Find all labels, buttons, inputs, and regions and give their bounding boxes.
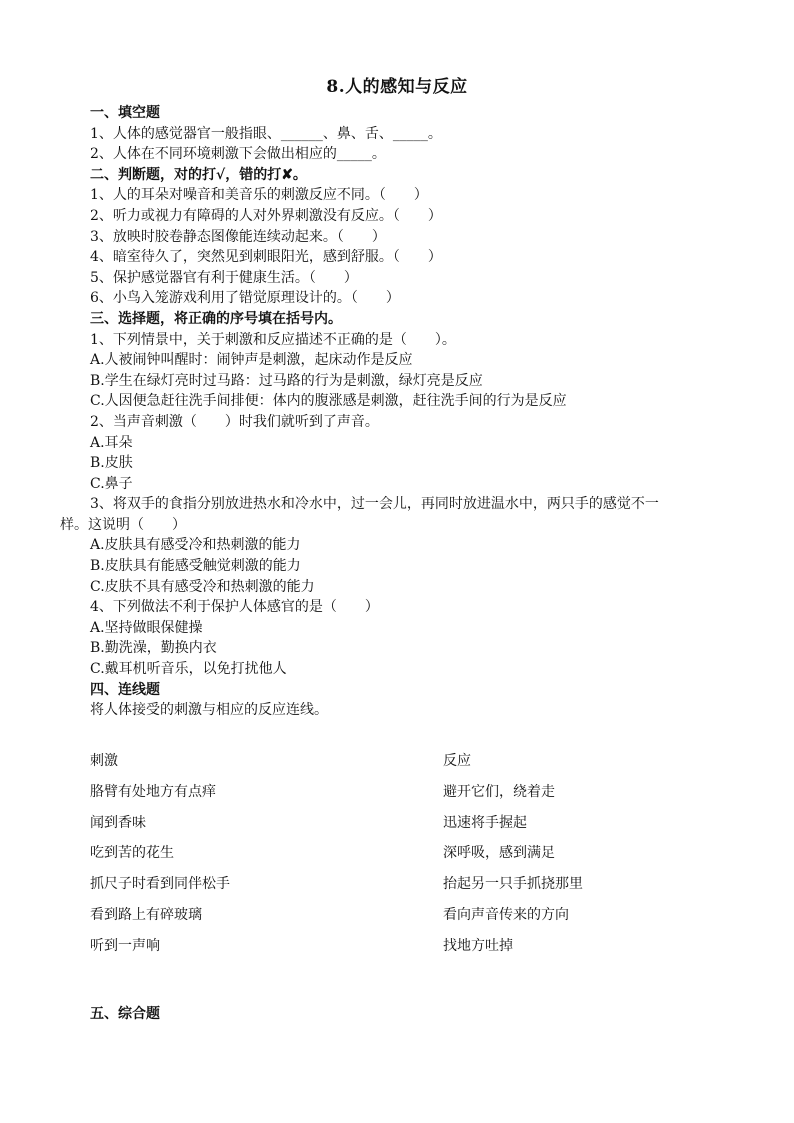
- fill-question-1: 1、人体的感觉器官一般指眼、______、鼻、舌、_____。: [90, 125, 442, 142]
- choice-q1-option-a: A.人被闹钟叫醒时：闹钟声是刺激，起床动作是反应: [90, 352, 413, 369]
- judge-question-6: 6、小鸟入笼游戏利用了错觉原理设计的。（ ）: [90, 290, 400, 307]
- choice-question-3-line2: 样。这说明（ ）: [60, 516, 186, 533]
- stimulus-item: 胳臂有处地方有点痒: [90, 783, 216, 800]
- matching-row: [90, 935, 730, 966]
- choice-q1-option-c: C.人因便急赶往洗手间排便：体内的腹涨感是刺激，赶往洗手间的行为是反应: [90, 393, 567, 410]
- section1-heading: 一、填空题: [90, 105, 160, 121]
- section5-heading: 五、综合题: [90, 1006, 160, 1022]
- choice-q2-option-a: A.耳朵: [90, 434, 133, 451]
- choice-question-3-line1: 3、将双手的食指分别放进热水和冷水中，过一会儿，再同时放进温水中，两只手的感觉不一: [90, 496, 659, 513]
- stimulus-item: 看到路上有碎玻璃: [90, 906, 202, 923]
- stimulus-item: 吃到苦的花生: [90, 845, 174, 862]
- worksheet-body: [60, 103, 740, 721]
- section4-heading: 四、连线题: [90, 681, 160, 698]
- judge-question-5: 5、保护感觉器官有利于健康生活。（ ）: [90, 269, 358, 286]
- choice-question-1: 1、下列情景中，关于刺激和反应描述不正确的是（ ）。: [90, 331, 456, 348]
- matching-row: [90, 842, 730, 873]
- matching-header-row: [90, 750, 730, 781]
- section3-heading: 三、选择题，将正确的序号填在括号内。: [90, 310, 342, 327]
- choice-q3-option-a: A.皮肤具有感受冷和热刺激的能力: [90, 537, 301, 554]
- choice-question-2: 2、当声音刺激（ ）时我们就听到了声音。: [90, 413, 379, 430]
- reaction-item: 看向声音传来的方向: [443, 906, 569, 923]
- choice-q4-option-c: C.戴耳机听音乐，以免打扰他人: [90, 661, 287, 678]
- stimulus-item: 听到一声响: [90, 937, 160, 954]
- choice-q1-option-b: B.学生在绿灯亮时过马路：过马路的行为是刺激，绿灯亮是反应: [90, 372, 483, 389]
- stimulus-item: 抓尺子时看到同伴松手: [90, 876, 230, 893]
- judge-question-2: 2、听力或视力有障碍的人对外界刺激没有反应。（ ）: [90, 207, 442, 224]
- matching-table: [90, 750, 730, 966]
- choice-q2-option-b: B.皮肤: [90, 455, 133, 472]
- reaction-item: 避开它们，绕着走: [443, 783, 555, 800]
- fill-question-2: 2、人体在不同环境刺激下会做出相应的_____。: [90, 146, 386, 163]
- reaction-item: 迅速将手握起: [443, 814, 527, 831]
- matching-instruction: 将人体接受的刺激与相应的反应连线。: [90, 702, 328, 719]
- page-title: 8.人的感知与反应: [326, 77, 468, 97]
- stimulus-column-header: 刺激: [90, 753, 118, 769]
- matching-row: [90, 812, 730, 843]
- reaction-item: 深呼吸，感到满足: [443, 845, 555, 862]
- judge-question-4: 4、暗室待久了，突然见到刺眼阳光，感到舒服。（ ）: [90, 249, 442, 266]
- choice-q3-option-c: C.皮肤不具有感受冷和热刺激的能力: [90, 578, 315, 595]
- judge-question-1: 1、人的耳朵对噪音和美音乐的刺激反应不同。（ ）: [90, 187, 428, 204]
- matching-row: [90, 781, 730, 812]
- reaction-item: 找地方吐掉: [443, 937, 513, 954]
- matching-row: [90, 873, 730, 904]
- reaction-item: 抬起另一只手抓挠那里: [443, 876, 583, 893]
- choice-q4-option-a: A.坚持做眼保健操: [90, 619, 203, 636]
- choice-q3-option-b: B.皮肤具有能感受触觉刺激的能力: [90, 558, 301, 575]
- choice-q4-option-b: B.勤洗澡，勤换内衣: [90, 640, 217, 657]
- stimulus-item: 闻到香味: [90, 814, 146, 831]
- reaction-column-header: 反应: [443, 753, 471, 769]
- section2-heading: 二、判断题，对的打√，错的打✘。: [90, 166, 307, 183]
- matching-row: [90, 904, 730, 935]
- judge-question-3: 3、放映时胶卷静态图像能连续动起来。（ ）: [90, 228, 386, 245]
- choice-question-4: 4、下列做法不利于保护人体感官的是（ ）: [90, 599, 379, 616]
- choice-q2-option-c: C.鼻子: [90, 475, 133, 492]
